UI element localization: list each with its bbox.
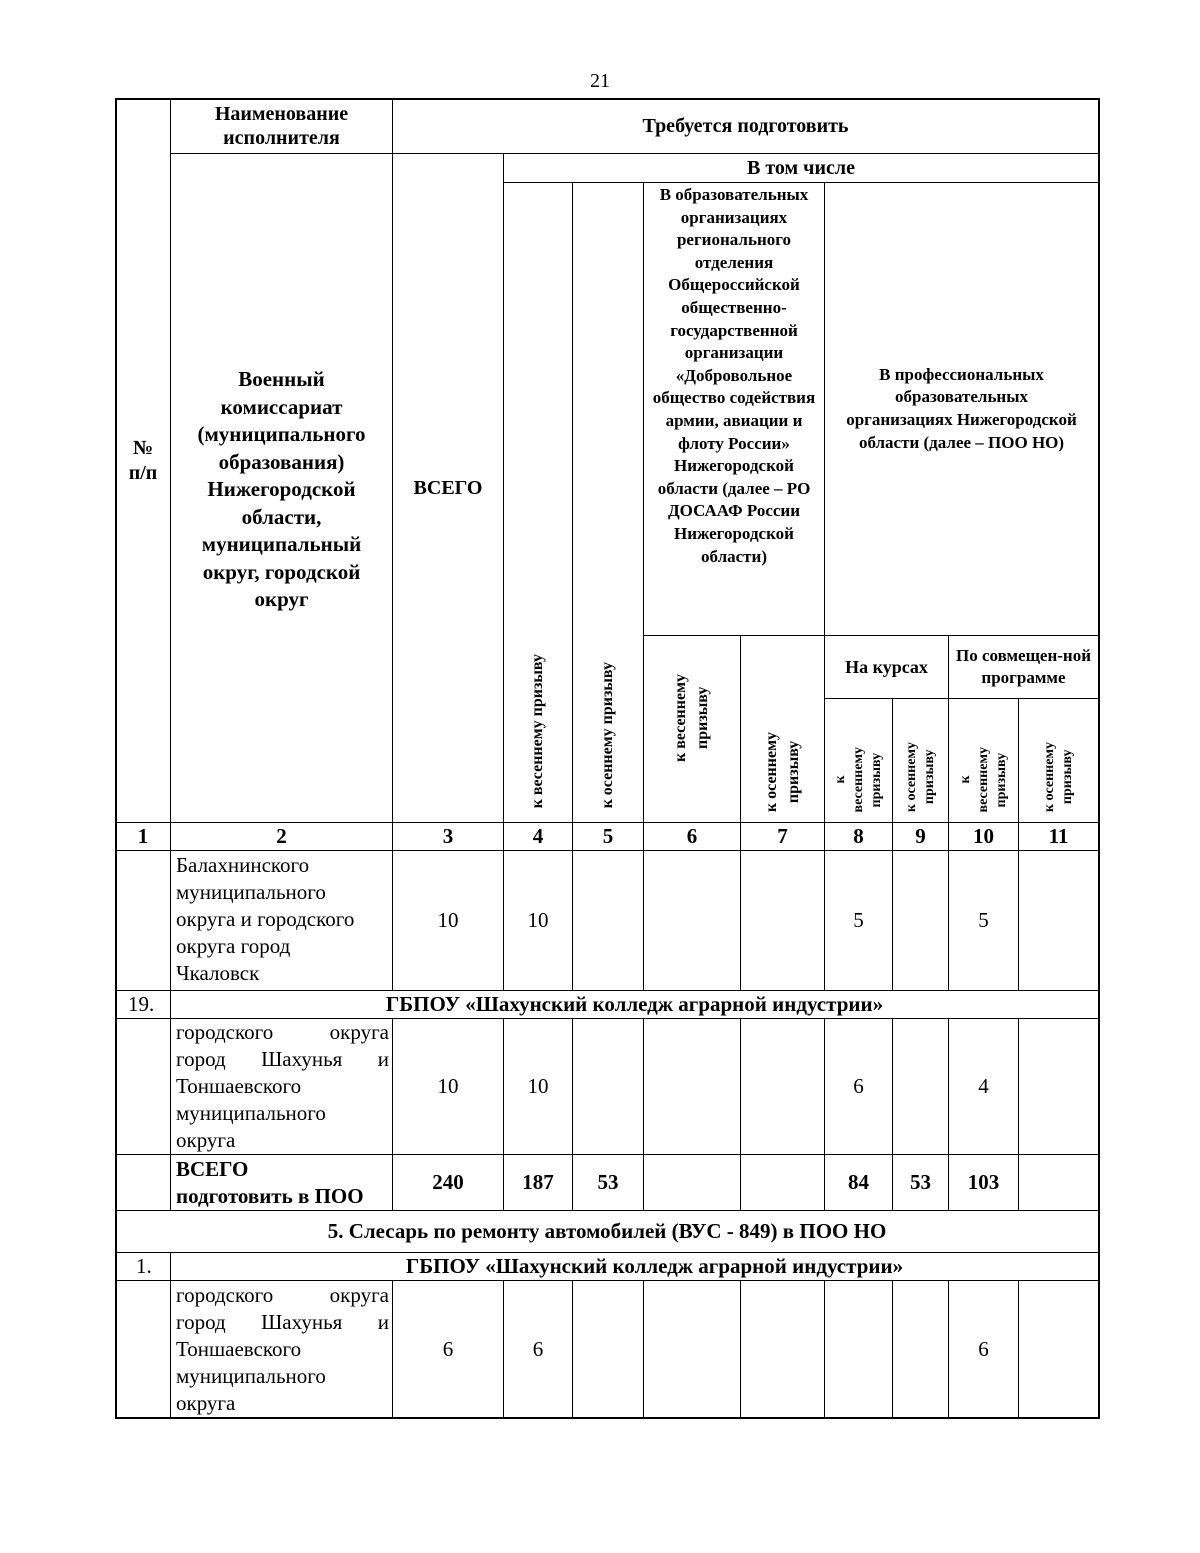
section-title: 5. Слесарь по ремонту автомобилей (ВУС - 849) в ПОО НО <box>327 1219 887 1243</box>
total-courses-autumn: 53 <box>910 1170 931 1194</box>
header-autumn-draft: к осеннему призыву <box>599 661 616 808</box>
cell-spring: 6 <box>532 1336 544 1361</box>
cell-courses-spring: 6 <box>853 1074 864 1098</box>
cell-total: 10 <box>437 1074 459 1098</box>
row-number: 19. <box>128 992 155 1016</box>
column-number: 8 <box>853 824 864 848</box>
page-number: 21 <box>590 70 610 92</box>
row-number: 1. <box>136 1254 152 1278</box>
cell-spring: 10 <box>527 1074 549 1098</box>
header-spring-draft: к весеннему призыву <box>529 653 546 808</box>
cell-combined-spring: 4 <box>978 1074 989 1098</box>
organization-title: ГБПОУ «Шахунский колледж аграрной индустрии» <box>405 1254 904 1278</box>
total-autumn: 53 <box>597 1170 619 1194</box>
table-row-executor: городского округа город Шахунья и Тоншаевского муниципального округа <box>176 1283 389 1415</box>
grid-line <box>1018 1280 1019 1418</box>
header-executor-title: Наименование исполнителя <box>214 103 349 149</box>
cell-courses-spring: 5 <box>853 908 864 932</box>
column-number: 9 <box>915 824 926 848</box>
header-professional-organizations: В профессиональных образовательных организациях Нижегородской области (далее – ПОО НО) <box>846 364 1077 452</box>
total-combined-spring: 103 <box>967 1170 1000 1194</box>
header-number: № п/п <box>128 436 158 484</box>
grid-line <box>824 1280 825 1418</box>
column-number: 5 <box>602 824 614 848</box>
header-including: В том числе <box>747 156 855 179</box>
grid-line <box>643 1018 644 1210</box>
table-row-executor: Балахнинского муниципального округа и городского округа город Чкаловск <box>176 853 355 985</box>
grid-line <box>740 1280 741 1418</box>
header-courses: На курсах <box>845 656 928 677</box>
total-spring: 187 <box>522 1170 554 1194</box>
column-number: 1 <box>137 824 149 848</box>
grid-line <box>572 1280 573 1418</box>
grid-line <box>892 1280 893 1418</box>
cell-combined-spring: 6 <box>978 1336 989 1361</box>
header-courses-spring: к весеннему призыву <box>832 746 884 812</box>
header-dosaaf-organizations: В образовательных организациях регионального отделения Общероссийской общественно-государственной организации «Добровольное общество содействия армии, авиации и флоту России» Нижегородской области (далее – РО ДОСААФ России Нижегородской области) <box>652 185 816 566</box>
cell-spring: 10 <box>527 908 549 932</box>
grid-line <box>643 1280 644 1418</box>
header-executor-description: Военный комиссариат (муниципального образования) Нижегородской области, муниципальный округ, городской округ <box>197 367 366 611</box>
cell-total: 6 <box>442 1336 454 1361</box>
column-number: 3 <box>442 824 454 848</box>
header-required: Требуется подготовить <box>642 114 849 137</box>
cell-combined-spring: 5 <box>978 908 989 932</box>
total-label: ВСЕГО подготовить в ПОО <box>176 1157 364 1208</box>
cell-total: 10 <box>437 908 459 932</box>
column-number: 11 <box>1048 824 1069 848</box>
total-all: 240 <box>432 1170 464 1194</box>
column-number: 6 <box>686 824 698 848</box>
column-number: 4 <box>532 824 544 848</box>
header-courses-autumn: к осеннему призыву <box>903 741 937 812</box>
header-total: ВСЕГО <box>413 476 483 499</box>
total-courses-spring: 84 <box>848 1170 869 1194</box>
header-dosaaf-autumn: к осеннему призыву <box>762 731 802 812</box>
column-number: 2 <box>276 824 287 848</box>
column-number: 7 <box>777 824 788 848</box>
table-border-bottom <box>115 1417 1100 1419</box>
header-dosaaf-spring: к весеннему призыву <box>672 674 711 762</box>
column-number: 10 <box>973 824 994 848</box>
grid-line <box>1018 1018 1019 1210</box>
table-row-executor: городского округа город Шахунья и Тоншаевского муниципального округа <box>176 1020 389 1152</box>
header-combined-spring: к весеннему призыву <box>957 746 1009 812</box>
organization-title: ГБПОУ «Шахунский колледж аграрной индустрии» <box>385 992 884 1016</box>
header-combined-program: По совмещен-ной программе <box>955 646 1092 687</box>
grid-line <box>740 1018 741 1210</box>
table-border-right <box>1098 98 1100 1419</box>
header-combined-autumn: к осеннему призыву <box>1041 741 1075 812</box>
